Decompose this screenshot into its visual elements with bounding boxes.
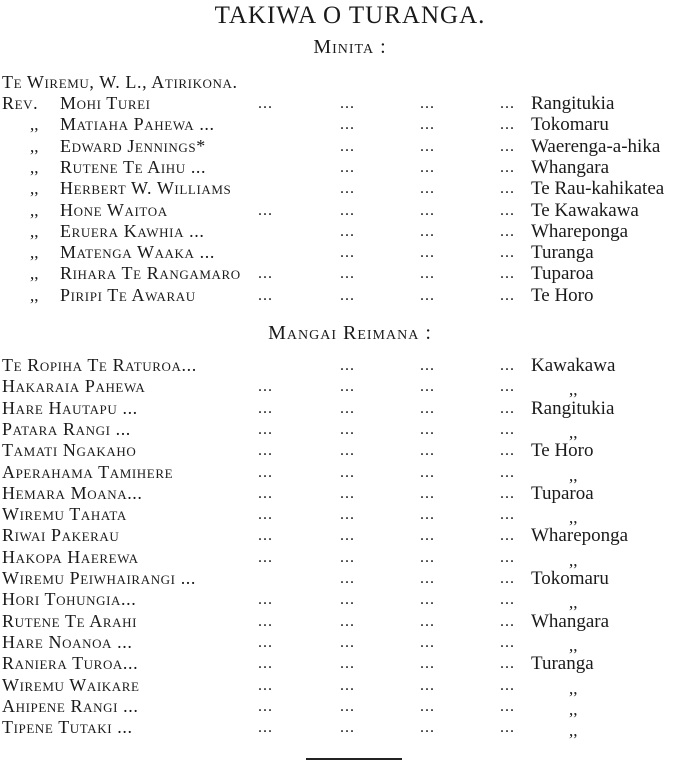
name-leader: ... xyxy=(258,655,273,673)
minita-row xyxy=(0,157,700,178)
parish-name: Whangara xyxy=(531,156,610,178)
leader-dots: ... xyxy=(420,399,435,417)
leader-dots: ... xyxy=(340,378,355,396)
leader-dots: ... xyxy=(420,222,435,240)
leader-dots: ... xyxy=(340,265,355,283)
name-leader: ... xyxy=(258,612,273,630)
mangai-row xyxy=(0,568,700,589)
parish-name: Rangitukia xyxy=(531,93,615,114)
leader-dots: ... xyxy=(500,116,515,134)
leader-dots: ... xyxy=(420,378,435,396)
mangai-row xyxy=(0,589,700,613)
leader-dots: ... xyxy=(340,612,355,630)
mangai-heading: Mangai Reimana : xyxy=(268,322,432,344)
leader-dots: ... xyxy=(340,420,355,438)
minita-row xyxy=(0,178,700,199)
ditto-mark: ,, xyxy=(569,635,578,655)
leader-dots: ... xyxy=(340,357,355,374)
mangai-row xyxy=(0,547,700,568)
leader-dots: ... xyxy=(500,265,515,283)
parish-name: Tokomaru xyxy=(531,568,609,589)
leader-dots: ... xyxy=(340,506,355,524)
leader-dots: ... xyxy=(340,158,355,176)
minister-name: Rutene Te Aihu ... xyxy=(60,156,207,177)
closing-rule xyxy=(306,758,402,760)
ditto-mark: ,, xyxy=(569,380,578,400)
minita-row xyxy=(0,136,700,157)
leader-dots: ... xyxy=(340,527,355,545)
leader-dots: ... xyxy=(500,244,515,262)
lay-representative-name: Tamati Ngakaho xyxy=(2,440,137,461)
mangai-row xyxy=(0,653,700,674)
ditto-mark: ,, xyxy=(569,550,578,570)
ditto-mark: ,, xyxy=(30,115,39,135)
leader-dots: ... xyxy=(500,463,515,481)
leader-dots: ... xyxy=(340,463,355,481)
parish-name: Turanga xyxy=(531,242,594,264)
leader-dots: ... xyxy=(500,527,515,545)
mangai-row xyxy=(0,717,700,741)
name-leader: ... xyxy=(258,420,273,438)
leader-dots: ... xyxy=(500,506,515,524)
leader-dots: ... xyxy=(420,633,435,651)
leader-dots: ... xyxy=(420,286,435,304)
name-leader: ... xyxy=(258,399,273,417)
name-leader: ... xyxy=(258,591,273,609)
minister-name: Mohi Turei xyxy=(60,93,151,113)
leader-dots: ... xyxy=(340,95,355,112)
leader-dots: ... xyxy=(420,244,435,262)
ditto-mark: ,, xyxy=(569,422,578,442)
leader-dots: ... xyxy=(500,591,515,609)
parish-name: Whangara xyxy=(531,610,610,632)
parish-name: Tuparoa xyxy=(531,482,594,504)
leader-dots: ... xyxy=(420,158,435,176)
leader-dots: ... xyxy=(340,442,355,460)
leader-dots: ... xyxy=(420,137,435,155)
leader-dots: ... xyxy=(500,612,515,630)
leader-dots: ... xyxy=(340,570,355,587)
leader-dots: ... xyxy=(420,697,435,715)
leader-dots: ... xyxy=(420,463,435,481)
lay-representative-name: Hemara Moana... xyxy=(2,482,143,503)
leader-dots: ... xyxy=(340,201,355,219)
name-leader: ... xyxy=(258,265,273,283)
leader-dots: ... xyxy=(340,180,355,198)
ditto-mark: ,, xyxy=(30,243,39,263)
mangai-row xyxy=(0,355,700,376)
leader-dots: ... xyxy=(340,676,355,694)
name-leader: ... xyxy=(258,463,273,481)
lay-representative-name: Wiremu Peiwhairangi ... xyxy=(2,568,196,588)
mangai-row xyxy=(0,440,700,461)
ditto-mark: ,, xyxy=(569,678,578,698)
minita-row xyxy=(0,285,700,306)
mangai-row xyxy=(0,696,700,717)
leader-dots: ... xyxy=(420,95,435,112)
lay-representative-name: Rutene Te Arahi xyxy=(2,610,137,631)
lay-representative-name: Raniera Turoa... xyxy=(2,653,139,674)
leader-dots: ... xyxy=(500,442,515,460)
leader-dots: ... xyxy=(340,548,355,566)
minister-name: Edward Jennings* xyxy=(60,135,206,156)
minita-row xyxy=(0,242,700,263)
minister-name: Matiaha Pahewa ... xyxy=(60,114,215,135)
leader-dots: ... xyxy=(420,548,435,566)
name-leader: ... xyxy=(258,201,273,219)
minita-row xyxy=(0,114,700,135)
leader-dots: ... xyxy=(500,158,515,176)
name-leader: ... xyxy=(258,506,273,524)
leader-dots: ... xyxy=(340,591,355,609)
ditto-mark: ,, xyxy=(30,136,39,156)
leader-dots: ... xyxy=(340,286,355,304)
leader-dots: ... xyxy=(500,378,515,396)
name-leader: ... xyxy=(258,548,273,566)
leader-dots: ... xyxy=(500,570,515,587)
lay-representative-name: Riwai Pakerau xyxy=(2,525,120,546)
leader-dots: ... xyxy=(420,719,435,737)
leader-dots: ... xyxy=(420,570,435,587)
mangai-row xyxy=(0,398,700,419)
leader-dots: ... xyxy=(500,201,515,219)
lay-representative-name: Patara Rangi ... xyxy=(2,418,131,439)
mangai-row xyxy=(0,462,700,483)
minister-name: Hone Waitoa xyxy=(60,199,168,220)
lay-representative-name: Hakaraia Pahewa xyxy=(2,376,146,397)
name-leader: ... xyxy=(258,95,273,112)
ditto-mark: ,, xyxy=(30,285,39,305)
leader-dots: ... xyxy=(500,633,515,651)
lay-representative-name: Aperahama Tamihere xyxy=(2,461,174,482)
leader-dots: ... xyxy=(420,655,435,673)
lay-representative-name: Hare Noanoa ... xyxy=(2,631,133,652)
lay-representative-name: Hare Hautapu ... xyxy=(2,397,138,418)
leader-dots: ... xyxy=(340,222,355,240)
lay-representative-name: Te Ropiha Te Raturoa... xyxy=(2,355,197,375)
minita-row xyxy=(0,221,700,242)
parish-name: Turanga xyxy=(531,653,594,675)
leader-dots: ... xyxy=(500,676,515,694)
parish-name: Rangitukia xyxy=(531,397,615,419)
leader-dots: ... xyxy=(500,286,515,304)
leader-dots: ... xyxy=(500,95,515,112)
leader-dots: ... xyxy=(420,612,435,630)
leader-dots: ... xyxy=(420,527,435,545)
leader-dots: ... xyxy=(340,655,355,673)
leader-dots: ... xyxy=(340,399,355,417)
minister-name: Piripi Te Awarau xyxy=(60,284,196,305)
minita-lead-line xyxy=(0,72,700,93)
ditto-mark: ,, xyxy=(569,721,578,741)
minister-name: Herbert W. Williams xyxy=(60,178,232,199)
name-leader: ... xyxy=(258,286,273,304)
ditto-mark: ,, xyxy=(30,264,39,284)
mangai-row xyxy=(0,632,700,653)
mangai-row xyxy=(0,376,700,400)
name-leader: ... xyxy=(258,697,273,715)
minita-heading: Minita : xyxy=(313,36,387,58)
leader-dots: ... xyxy=(340,484,355,502)
name-leader: ... xyxy=(258,527,273,545)
minita-row xyxy=(0,93,700,114)
parish-name: Kawakawa xyxy=(531,355,616,376)
parish-name: Te Horo xyxy=(531,284,594,306)
ditto-mark: ,, xyxy=(569,465,578,485)
parish-name: Te Kawakawa xyxy=(531,199,639,221)
name-leader: ... xyxy=(258,676,273,694)
leader-dots: ... xyxy=(420,442,435,460)
leader-dots: ... xyxy=(420,116,435,134)
mangai-row xyxy=(0,675,700,696)
leader-dots: ... xyxy=(500,137,515,155)
leader-dots: ... xyxy=(500,357,515,374)
ditto-mark: ,, xyxy=(30,221,39,241)
leader-dots: ... xyxy=(340,633,355,651)
leader-dots: ... xyxy=(420,591,435,609)
minita-row xyxy=(0,200,700,221)
name-leader: ... xyxy=(258,633,273,651)
ditto-mark: ,, xyxy=(569,593,578,613)
ditto-mark: ,, xyxy=(30,179,39,199)
leader-dots: ... xyxy=(420,420,435,438)
parish-name: Tuparoa xyxy=(531,263,594,285)
lay-representative-name: Tipene Tutaki ... xyxy=(2,717,133,738)
parish-name: Te Horo xyxy=(531,440,594,462)
lay-representative-name: Wiremu Waikare xyxy=(2,674,140,695)
leader-dots: ... xyxy=(500,484,515,502)
leader-dots: ... xyxy=(420,265,435,283)
page-title: TAKIWA O TURANGA. xyxy=(214,2,486,29)
parish-name: Waerenga-a-hika xyxy=(531,135,661,157)
ditto-mark: ,, xyxy=(569,508,578,528)
leader-dots: ... xyxy=(340,719,355,737)
leader-dots: ... xyxy=(420,506,435,524)
leader-dots: ... xyxy=(340,137,355,155)
minita-lead-name: Te Wiremu, W. L., Atirikona. xyxy=(2,72,238,92)
ditto-mark: ,, xyxy=(569,699,578,719)
minister-name: Eruera Kawhia ... xyxy=(60,220,205,241)
leader-dots: ... xyxy=(500,399,515,417)
leader-dots: ... xyxy=(340,116,355,134)
minister-name: Rihara Te Rangamaro xyxy=(60,263,241,284)
leader-dots: ... xyxy=(500,548,515,566)
leader-dots: ... xyxy=(500,719,515,737)
name-leader: ... xyxy=(258,442,273,460)
mangai-row xyxy=(0,525,700,546)
leader-dots: ... xyxy=(500,420,515,438)
leader-dots: ... xyxy=(500,697,515,715)
parish-name: Te Rau-kahikatea xyxy=(531,178,665,200)
leader-dots: ... xyxy=(500,222,515,240)
leader-dots: ... xyxy=(500,180,515,198)
name-leader: ... xyxy=(258,378,273,396)
mangai-row xyxy=(0,419,700,440)
leader-dots: ... xyxy=(340,697,355,715)
ditto-mark: ,, xyxy=(30,200,39,220)
leader-dots: ... xyxy=(500,655,515,673)
name-leader: ... xyxy=(258,484,273,502)
mangai-row xyxy=(0,483,700,504)
leader-dots: ... xyxy=(420,676,435,694)
leader-dots: ... xyxy=(340,244,355,262)
parish-name: Tokomaru xyxy=(531,114,609,136)
ditto-mark: ,, xyxy=(30,157,39,177)
name-leader: ... xyxy=(258,719,273,737)
minister-name: Matenga Waaka ... xyxy=(60,242,215,263)
row-prefix: Rev. xyxy=(2,93,39,113)
lay-representative-name: Hori Tohungia... xyxy=(2,589,137,610)
lay-representative-name: Ahipene Rangi ... xyxy=(2,695,139,716)
leader-dots: ... xyxy=(420,357,435,374)
lay-representative-name: Wiremu Tahata xyxy=(2,504,127,525)
lay-representative-name: Hakopa Haerewa xyxy=(2,546,139,567)
leader-dots: ... xyxy=(420,484,435,502)
leader-dots: ... xyxy=(420,201,435,219)
minita-row xyxy=(0,263,700,284)
leader-dots: ... xyxy=(420,180,435,198)
mangai-row xyxy=(0,611,700,632)
parish-name: Whareponga xyxy=(531,220,629,242)
mangai-row xyxy=(0,504,700,528)
parish-name: Whareponga xyxy=(531,525,629,547)
